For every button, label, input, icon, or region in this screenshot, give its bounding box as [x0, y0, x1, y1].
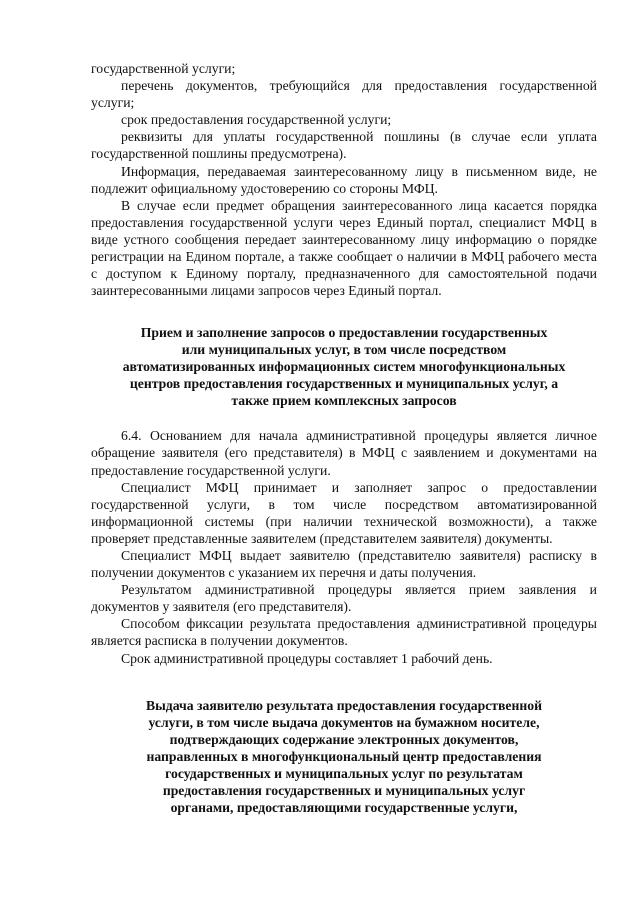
document-page [91, 60, 597, 816]
heading-line: подтверждающих содержание электронных документов, [169, 731, 519, 747]
heading-line: центров предоставления государственных и муниципальных услуг, а [129, 376, 559, 392]
heading-line: Выдача заявителю результата предоставления государственной [145, 697, 543, 713]
heading-line: государственных и муниципальных услуг по результатам [165, 765, 523, 781]
paragraph-term: Срок административной процедуры составляет 1 рабочий день. [121, 650, 493, 666]
paragraph-result: Результатом административной процедуры является прием заявления и документов у заявителя (его представителя). [91, 582, 597, 615]
paragraph-portal-info: В случае если предмет обращения заинтересованного лица касается порядка предоставления государственной услуги через Единый портал, специалист МФЦ в виде устного сообщения передает заинтересованному лицу информацию о порядке регистрации на Едином портале, а также сообщает о наличии в МФЦ рабочего места с доступом к Единому порталу, предназначенного для самостоятельной подачи заинтересованными лицами запросов через Единый портал. [91, 197, 597, 299]
heading-line: Прием и заполнение запросов о предоставлении государственных [140, 325, 548, 341]
paragraph-written-info: Информация, передаваемая заинтересованному лицу в письменном виде, не подлежит официальному удостоверению со стороны МФЦ. [91, 163, 597, 196]
list-item-documents: перечень документов, требующийся для предоставления государственной услуги; [91, 78, 597, 111]
heading-line: также прием комплексных запросов [231, 393, 457, 409]
paragraph-fixation: Способом фиксации результата предоставления административной процедуры является расписка в получении документов. [91, 616, 597, 649]
paragraph-specialist-accepts: Специалист МФЦ принимает и заполняет запрос о предоставлении государственной услуги, в том числе посредством автоматизированной информационной системы (при наличии технической возможности), а также проверяет представленные заявителем (представителем заявителя) документы. [91, 479, 597, 546]
section-heading-issuance [91, 697, 597, 816]
heading-line: услуги, в том числе выдача документов на бумажном носителе, [148, 714, 540, 730]
section-heading-reception [91, 324, 597, 409]
heading-line: органами, предоставляющими государственные услуги, [170, 799, 518, 815]
paragraph-specialist-receipt: Специалист МФЦ выдает заявителю (представителю заявителя) расписку в получении документов с указанием их перечня и даты получения. [91, 547, 597, 581]
heading-line: автоматизированных информационных систем многофункциональных [122, 359, 566, 375]
paragraph-basis: 6.4. Основанием для начала административной процедуры является личное обращение заявителя (его представителя) в МФЦ с заявлением и документами на предоставление государственной услуги. [91, 428, 597, 478]
list-item-service: государственной услуги; [91, 61, 236, 76]
heading-line: предоставления государственных и муниципальных услуг [162, 782, 526, 798]
list-item-term: срок предоставления государственной услуги; [121, 112, 392, 128]
heading-line: или муниципальных услуг, в том числе посредством [181, 342, 507, 358]
list-item-requisites: реквизиты для уплаты государственной пошлины (в случае если уплата государственной пошлины предусмотрена). [91, 129, 597, 162]
heading-line: направленных в многофункциональный центр предоставления [146, 748, 542, 764]
